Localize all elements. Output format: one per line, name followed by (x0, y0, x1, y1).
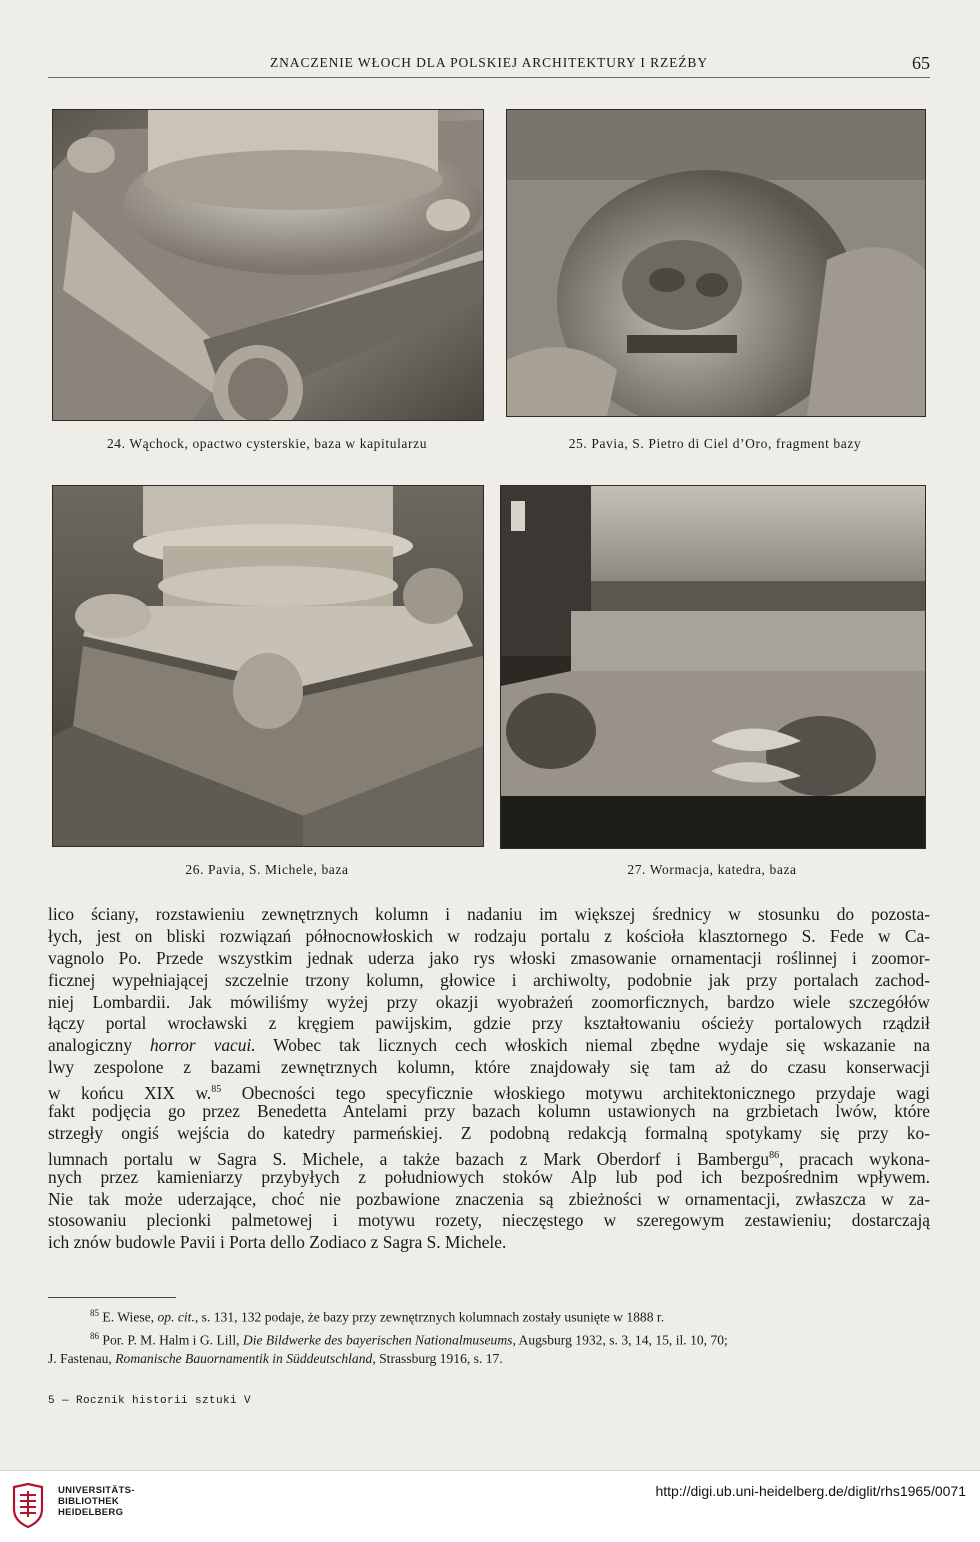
body-line: vagnolo Po. Przede wszystkim jednak uderza jako rys włoski zmasowanie ornamentacji roślinnej i zoomor- (48, 947, 930, 968)
body-line: nych przez kamieniarzy przybyłych z południowych stoków Alp lub pod ich bezpośrednim wpływem. (48, 1166, 930, 1187)
footnote-ref-85: 85 (211, 1084, 222, 1096)
running-title: ZNACZENIE WŁOCH DLA POLSKIEJ ARCHITEKTURY I RZEŹBY (270, 55, 708, 70)
body-line: lumnach portalu w Sagra S. Michele, a także bazach z Mark Oberdorf i Bambergu$^{86}$, pracach wykona- (48, 1148, 930, 1169)
running-header (48, 53, 930, 78)
figure-27-caption: 27. Wormacja, katedra, baza (627, 862, 797, 877)
body-line: łączy portal wrocławski z kręgiem pawijskim, gdzie przy kształtowaniu ościeży portalowych rządził (48, 1013, 930, 1034)
figure-25-caption: 25. Pavia, S. Pietro di Ciel d’Oro, fragment bazy (568, 436, 862, 451)
body-line: strzegły ongiś wejścia do katedry parmeńskiej. Z podobną redakcją formalną spotykamy się przy ko- (48, 1122, 930, 1143)
footnote-85: $^{85}$ E. Wiese, op. cit., s. 131, 132 podaje, że bazy przy zewnętrznych kolumnach zostały usunięte w 1888 r. (90, 1308, 665, 1325)
footnote-86: $^{86}$ Por. P. M. Halm i G. Lill, Die Bildwerke des bayerischen Nationalmuseums, Augsburg 1932, s. 3, 14, 15, il. 10, 70; (90, 1330, 728, 1348)
source-url-link[interactable]: http://digi.ub.uni-heidelberg.de/diglit/rhs1965/0071 (655, 1483, 966, 1499)
body-line: fakt podjęcia go przez Benedetta Antelami przy bazach kolumn ustawionych na grzbietach lwów, które (48, 1101, 930, 1122)
figure-26-caption: 26. Pavia, S. Michele, baza (185, 862, 349, 877)
library-footer (0, 1470, 980, 1542)
body-text (48, 904, 930, 1254)
footnote-86-continued: J. Fastenau, Romanische Bauornamentik in Süddeutschland, Strassburg 1916, s. 17. (48, 1351, 503, 1367)
figure-24-caption: 24. Wąchock, opactwo cysterskie, baza w kapitularzu (106, 436, 428, 451)
body-line: lwy zespolone z bazami zewnętrznych kolumn, które znajdowały się tam aż do czasu konserwacji (48, 1057, 930, 1078)
printer-signature: 5 — Rocznik historii sztuki V (48, 1395, 252, 1407)
body-line: analogiczny horror vacui. Wobec tak licznych cech włoskich niemal zbędne wydaje się wskazanie na (48, 1035, 930, 1056)
figure-27-photo (500, 485, 926, 849)
footnote-divider (48, 1297, 176, 1298)
body-line: lico ściany, rozstawieniu zewnętrznych kolumn i nadaniu im większej średnicy w stosunku do pozosta- (48, 904, 930, 924)
footnote-ref-86: 86 (769, 1149, 780, 1161)
figure-25-photo (506, 109, 926, 417)
body-line: ficznej wypełniającej szczelnie trzony kolumn, głowice i archiwolty, podobnie jak przy portalach zachod- (48, 969, 930, 990)
footnotes (48, 1304, 930, 1368)
body-line: stosowaniu plecionki palmetowej i motywu rozety, nieczęstego w szeregowym zestawieniu; dostarczają (48, 1210, 930, 1231)
library-name: UNIVERSITÄTS- BIBLIOTHEK HEIDELBERG (58, 1485, 135, 1518)
body-line: łych, jest on bliski rozwiązań północnowłoskich w rodzaju portalu z kościoła klasztornego S. Fede w Ca- (48, 925, 930, 946)
body-line: ich znów budowle Pavii i Porta dello Zodiaco z Sagra S. Michele. (48, 1232, 507, 1253)
body-line: niej Lombardii. Jak mówiliśmy wyżej przy okazji wyobrażeń zoomorficznych, bardzo wiele szczegółów (48, 991, 930, 1012)
university-library-logo-icon (8, 1483, 48, 1529)
body-line: Nie tak może uderzające, choć nie pozbawione znaczenia są zbieżności w ornamentacji, zwłaszcza w za- (48, 1188, 930, 1209)
figure-26-photo (52, 485, 484, 847)
figure-24-photo (52, 109, 484, 421)
page-number: 65 (912, 53, 930, 73)
italic-phrase: horror vacui. (149, 1035, 256, 1056)
body-line: w końcu XIX w.$^{85}$ Obecności tego specyficznie włoskiego motywu architektonicznego przydaje wagi (48, 1082, 930, 1103)
